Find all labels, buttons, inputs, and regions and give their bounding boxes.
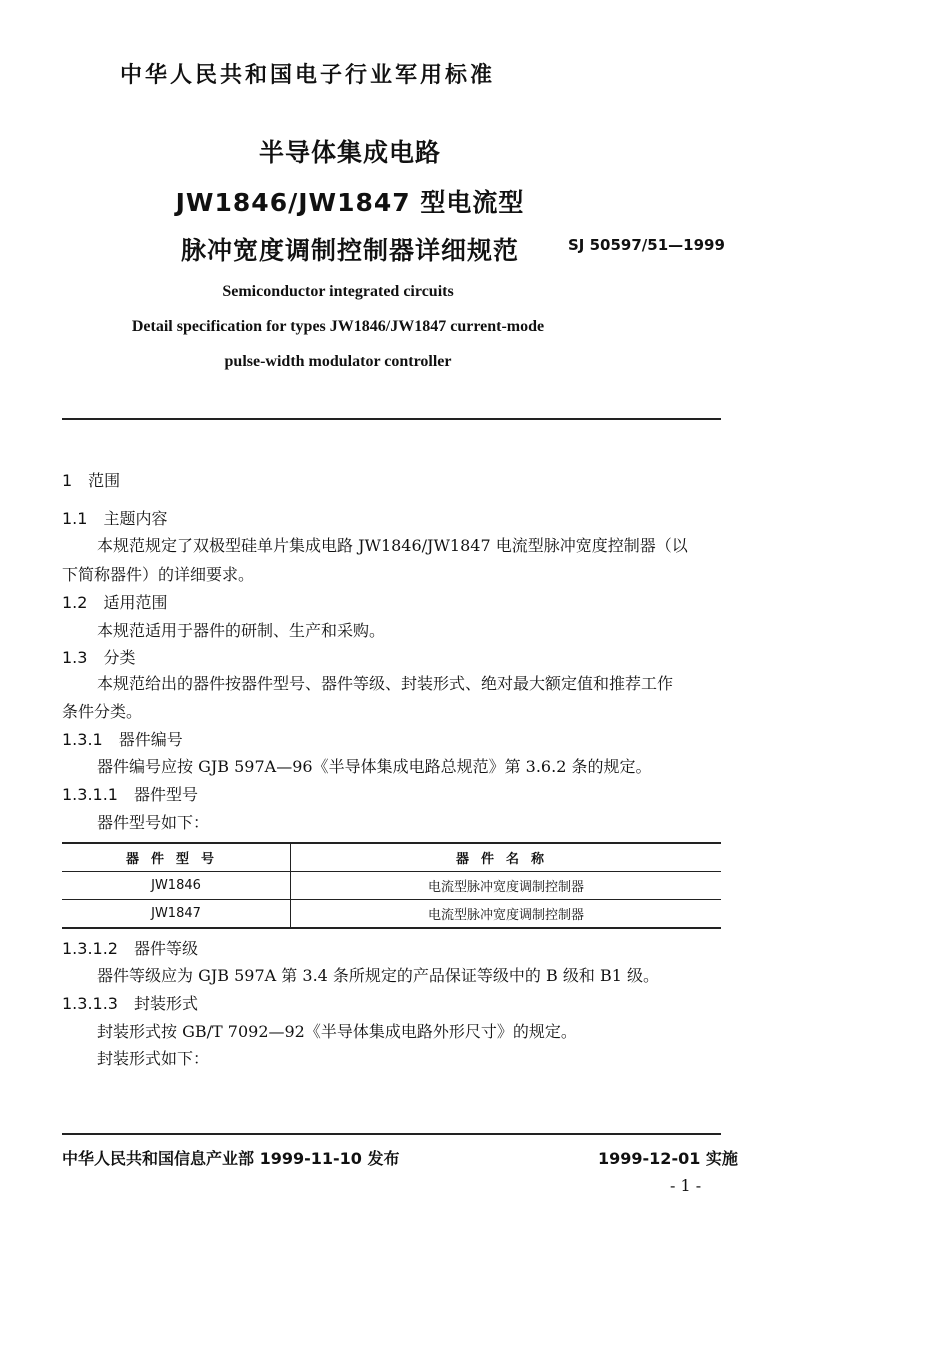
section-1-3-1-3-heading: 1.3.1.3 封装形式 [62,994,198,1013]
title-en-line-3: pulse-width modulator controller [224,353,452,370]
section-1-1-heading: 1.1 主题内容 [62,509,168,528]
section-1-3-1-paragraph: 器件编号应按 GJB 597A—96《半导体集成电路总规范》第 3.6.2 条的规定。 [97,757,652,776]
title-cn-line-3: 脉冲宽度调制控制器详细规范 [180,236,519,265]
section-1-3-1-2-paragraph: 器件等级应为 GJB 597A 第 3.4 条所规定的产品保证等级中的 B 级和 B1 级。 [97,966,659,985]
table-cell-device-name: 电流型脉冲宽度调制控制器 [427,880,584,895]
header-divider [62,418,721,420]
section-1-3-paragraph-line-2: 条件分类。 [62,702,143,721]
section-1-3-1-3-paragraph-line-2: 封装形式如下： [97,1049,210,1068]
standard-number: SJ 50597/51—1999 [568,236,725,254]
table-header-device-type: 器件型号 [62,843,291,872]
effective-date-line: 1999-12-01 实施 [598,1149,738,1168]
table-row [62,872,721,900]
table-cell-device-name: 电流型脉冲宽度调制控制器 [427,908,584,923]
section-1-1-paragraph-line-1: 本规范规定了双极型硅单片集成电路 JW1846/JW1847 电流型脉冲宽度控制器（以 [97,536,688,555]
section-1-3-1-1-paragraph: 器件型号如下： [97,813,210,832]
section-1-2-paragraph: 本规范适用于器件的研制、生产和采购。 [97,621,386,640]
section-1-3-paragraph-line-1: 本规范给出的器件按器件型号、器件等级、封装形式、绝对最大额定值和推荐工作 [97,674,674,693]
table-cell-device-type: JW1847 [62,900,291,929]
table-cell-device-type: JW1846 [62,872,291,900]
section-1-3-1-2-heading: 1.3.1.2 器件等级 [62,939,198,958]
standard-category-header: 中华人民共和国电子行业军用标准 [120,63,496,88]
title-cn-line-2: JW1846/JW1847 型电流型 [175,188,525,217]
section-1-heading: 1 范围 [62,471,121,490]
issue-date-line: 中华人民共和国信息产业部 1999-11-10 发布 [62,1149,400,1168]
section-1-3-1-heading: 1.3.1 器件编号 [62,730,183,749]
section-1-3-1-1-heading: 1.3.1.1 器件型号 [62,785,198,804]
section-1-1-paragraph-line-2: 下简称器件）的详细要求。 [62,565,255,584]
title-en-line-2: Detail specification for types JW1846/JW1847 current-mode [131,318,545,335]
section-1-3-heading: 1.3 分类 [62,648,136,667]
title-cn-line-1: 半导体集成电路 [258,138,441,167]
table-header-row [62,843,721,872]
table-row [62,900,721,929]
section-1-3-1-3-paragraph-line-1: 封装形式按 GB/T 7092—92《半导体集成电路外形尺寸》的规定。 [97,1022,577,1041]
table-header-device-name: 器件名称 [455,852,556,867]
footer-divider [62,1133,721,1135]
section-1-2-heading: 1.2 适用范围 [62,593,168,612]
page-number: - 1 - [670,1176,702,1195]
title-en-line-1: Semiconductor integrated circuits [222,283,454,300]
device-type-table [62,842,721,929]
